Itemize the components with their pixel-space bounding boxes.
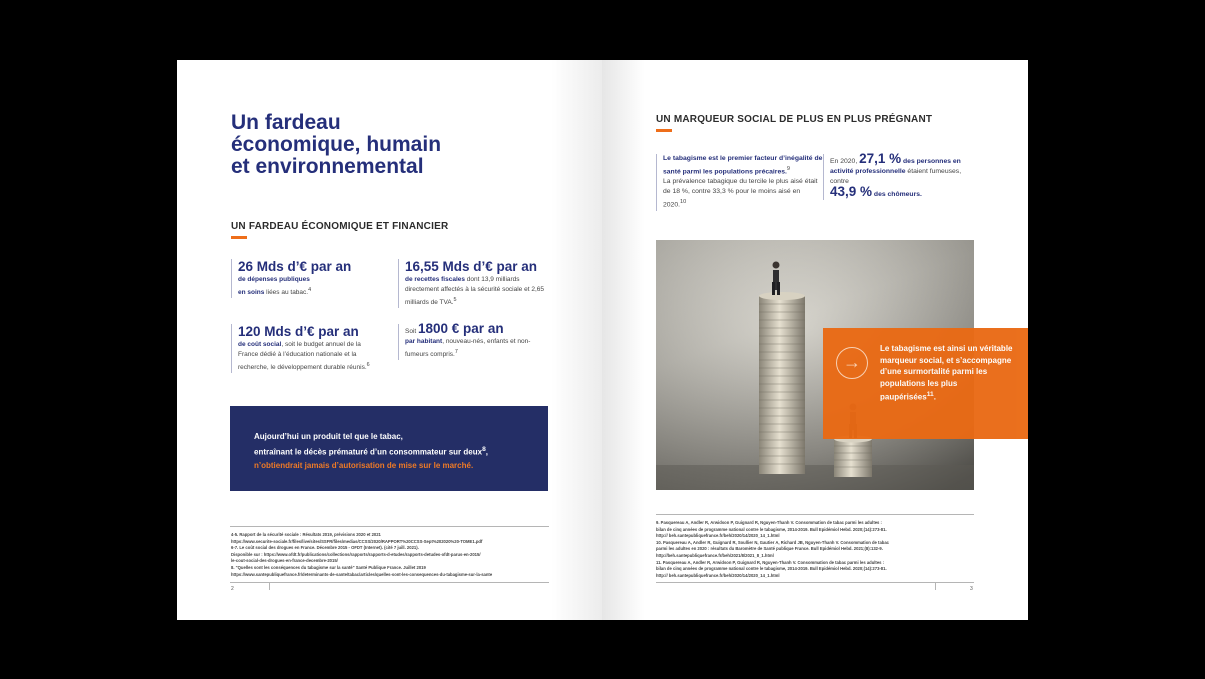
callout-text-body: Le tabagisme est ainsi un véritable marqueur social, et s’accompagne d’une surmortalité parmi les populations les plus paupérisées xyxy=(880,344,1013,402)
footnote-ref: 5 xyxy=(453,297,457,303)
footer-tick xyxy=(935,583,936,590)
highlight-line-1: Aujourd’hui un produit tel que le tabac, xyxy=(254,432,403,441)
stat-depenses-bold2: en soins xyxy=(238,289,265,297)
callout-text xyxy=(880,343,1014,403)
highlight-box xyxy=(230,406,548,491)
short-coin-stack xyxy=(834,436,872,478)
footnote-line: 6-7. Le coût social des drogues en France. Décembre 2015 - OFDT (Internet). (cité 7 juill. 2021). xyxy=(231,545,419,551)
footnote-divider xyxy=(230,526,549,527)
footnote-ref: 8 xyxy=(482,446,486,453)
footnote-line: bilan de cinq années de programme national contre le tabagisme, 2014-2019. Bull Epidémiol Hebd. 2020;(14):273-81. xyxy=(656,566,887,572)
footnote-ref: 9 xyxy=(786,166,791,172)
stat-depenses-text: liées au tabac. xyxy=(264,289,309,297)
stat-cout-social-bold: de coût social xyxy=(238,341,282,348)
footnote-ref: 4 xyxy=(308,287,312,293)
stat-chomeurs-mid: étaient fumeuses, contre xyxy=(830,168,962,185)
stat-par-habitant-text: , nouveau-nés, enfants et non-fumeurs compris. xyxy=(405,338,531,359)
footnote-line: parmi les adultes en 2020 : résultats du Baromètre de Santé publique France. Bull Epidémiol Hebd. 2021;(8):132-9. xyxy=(656,546,883,552)
footer-tick xyxy=(269,583,270,590)
footnotes xyxy=(231,532,561,578)
callout-text-end: . xyxy=(933,392,936,402)
highlight-line-2: entraînant le décès prématuré d’un consommateur sur deux xyxy=(254,447,483,457)
right-page xyxy=(602,60,1028,620)
stat-recettes-bold: de recettes fiscales xyxy=(405,276,465,283)
stat-chomeurs-value-1: 27,1 % xyxy=(859,151,902,166)
footnote-line: 10. Pasquereau A, Andler R, Guignard R, Soullier N, Gautier A, Richard JB, Nguyen-Thanh V. Consommation de tabac xyxy=(656,539,889,545)
footnote-ref: 6 xyxy=(366,362,370,368)
stat-cout-social-text: , soit le budget annuel de la France dédié à l’éducation nationale et la recherche, le développement durable réunis. xyxy=(238,341,367,372)
stat-depenses-value: 26 Mds d’€ par an xyxy=(238,259,352,274)
orange-dash xyxy=(231,236,247,239)
tall-coin-stack xyxy=(759,292,805,474)
stat-recettes-text: dont 13,9 milliards directement affectés à la sécurité sociale et 2,65 milliards de TVA. xyxy=(405,276,544,307)
stat-par-habitant-value: 1800 € par an xyxy=(418,321,504,336)
section-title-marqueur: UN MARQUEUR SOCIAL DE PLUS EN PLUS PRÉGNANT xyxy=(656,114,933,125)
highlight-line-2-end: , xyxy=(485,447,488,457)
stat-recettes xyxy=(398,259,555,308)
footnote-line: http:// beh.santepubliquefrance.fr/beh/2020/14/2020_14_1.html xyxy=(656,533,780,539)
page-number: 3 xyxy=(970,586,973,592)
footnote-line: https://www.santepubliquefrance.fr/determinants-de-sante/tabac/articles/quelles-sont-les-consequences-du-tabagisme-sur-la-sante xyxy=(231,571,493,577)
footnote-line: 8. "Quelles sont les conséquences du tabagisme sur la santé" Santé Publique France. Juillet 2019 xyxy=(231,564,426,570)
footnote-line: http://beh.santepubliquefrance.fr/beh/2021/8/2021_8_1.html xyxy=(656,552,774,558)
footnote-divider xyxy=(656,514,974,515)
footnote-ref: 10 xyxy=(680,199,687,206)
footer-divider xyxy=(656,582,974,583)
footnote-line: Disponible sur : https://www.ofdt.fr/publications/collections/rapports/rapports-d-etudes/rapports-detudes-ofdt-parus-en-2015/ xyxy=(231,551,481,557)
footnote-line: bilan de cinq années de programme national contre le tabagisme, 2014-2019. Bull Epidémiol Hebd. 2020;(14):273-81. xyxy=(656,526,887,532)
section-title-economique: UN FARDEAU ÉCONOMIQUE ET FINANCIER xyxy=(231,221,449,232)
stat-par-habitant-bold: par habitant xyxy=(405,338,443,345)
arrow-right-icon: → xyxy=(836,347,868,379)
highlight-line-3: n’obtiendrait jamais d’autorisation de mise sur le marché. xyxy=(254,460,474,470)
footnote-line: 11. Pasquereau A, Andler R, Arwidson P, Guignard R, Nguyen-Thanh V. Consommation de tabac parmi les adultes : xyxy=(656,559,885,565)
stat-chomeurs-bold: des personnes en activité professionnelle xyxy=(830,158,961,175)
footnote-line: 4-5. Rapport de la sécurité sociale : Résultats 2019, prévisions 2020 et 2021 xyxy=(231,532,381,537)
page-title: Un fardeau économique, humain et environnemental xyxy=(231,111,442,178)
orange-dash xyxy=(656,129,672,132)
stat-par-habitant xyxy=(398,321,545,360)
stat-depenses-bold: de dépenses publiques xyxy=(238,276,310,283)
footnote-line: http:// beh.santepubliquefrance.fr/beh/2020/14/2020_14_1.html xyxy=(656,572,780,578)
stat-depenses xyxy=(231,259,388,298)
page-number: 2 xyxy=(231,586,234,592)
left-page xyxy=(177,60,602,620)
footnote-line: https://www.securite-sociale.fr/files/live/sites/SSFR/files/medias/CCSS/2020/RAPPORT%20CCSS-Sept%202020%20-TOME1.pdf xyxy=(231,538,483,544)
stat-cout-social-value: 120 Mds d’€ par an xyxy=(238,324,359,339)
footnote-line: 9. Pasquereau A, Andler R, Arwidson P, Guignard R, Nguyen-Thanh V. Consommation de tabac parmi les adultes : xyxy=(656,520,882,525)
footnote-ref: 11 xyxy=(926,391,934,398)
stat-inegalite-bold: Le tabagisme est le premier facteur d’inégalité de santé parmi les populations précaires. xyxy=(663,155,823,176)
callout-box xyxy=(823,328,1028,439)
stat-chomeurs-end: des chômeurs. xyxy=(872,191,922,198)
stat-chomeurs-value-2: 43,9 % xyxy=(830,184,873,199)
stat-inegalite-text: La prévalence tabagique du tercile le plus aisé était de 18 %, contre 33,3 % pour le moins aisé en 2020. xyxy=(663,178,818,209)
footnote-line: le-cout-social-des-drogues-en-france-decembre-2015/ xyxy=(231,558,338,564)
footnote-ref: 7 xyxy=(454,349,458,355)
stat-recettes-value: 16,55 Mds d’€ par an xyxy=(405,259,538,274)
footnotes xyxy=(656,520,996,579)
stat-inegalite xyxy=(656,154,823,211)
stat-chomeurs-pre: En 2020, xyxy=(830,158,860,165)
stat-cout-social xyxy=(231,324,378,373)
stat-par-habitant-pre: Soit xyxy=(405,328,419,335)
stat-chomeurs xyxy=(823,151,975,200)
businessman-top xyxy=(772,262,780,296)
footer-divider xyxy=(230,582,549,583)
